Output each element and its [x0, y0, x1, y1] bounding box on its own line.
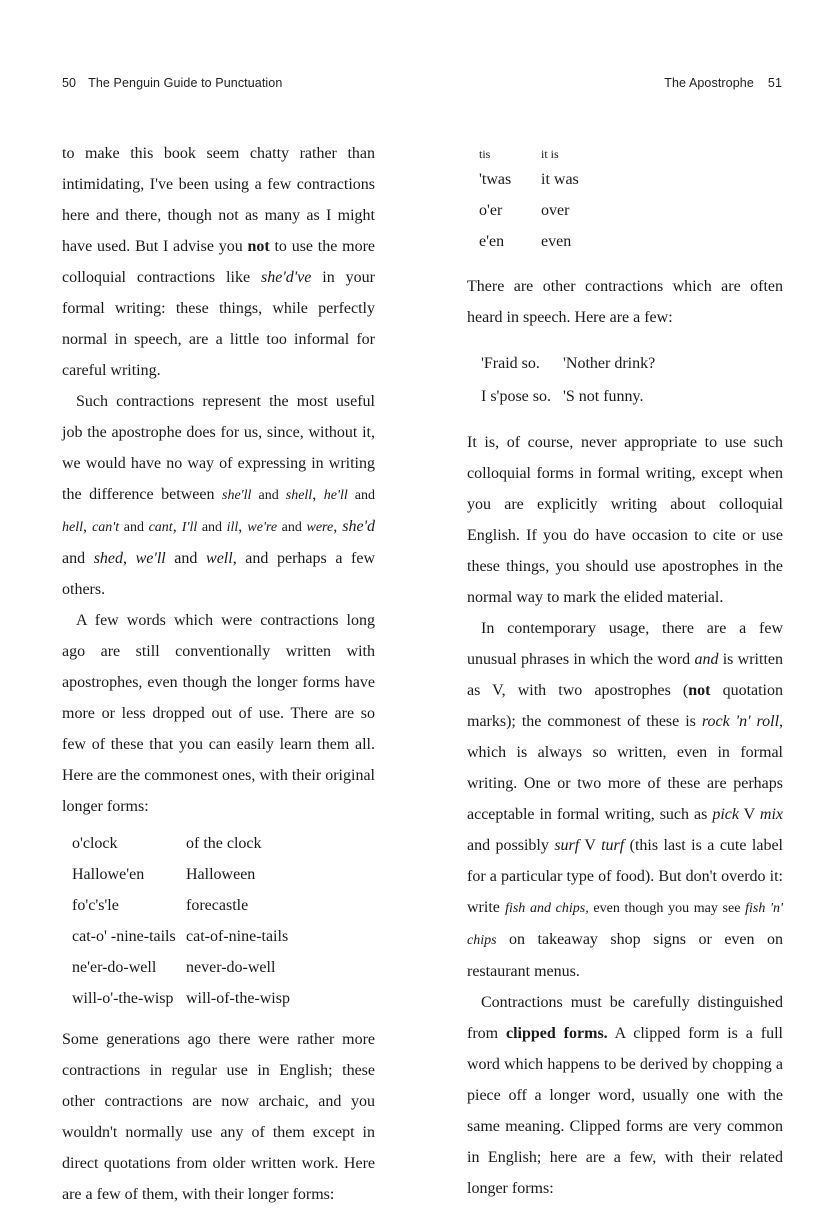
text-run: and	[197, 520, 227, 535]
full-form: it is	[541, 147, 559, 161]
speech-contraction-table	[481, 347, 655, 413]
text-run: and	[251, 488, 286, 503]
text-run: and	[347, 488, 376, 503]
text-run: ,	[312, 486, 324, 503]
full-form: even	[541, 233, 572, 250]
table-row	[72, 952, 290, 983]
full-form: 'Nother drink?	[563, 355, 656, 372]
table-row	[72, 859, 290, 890]
italic-text: were	[306, 520, 334, 535]
italic-text: well	[206, 550, 233, 567]
text-run: and	[165, 550, 207, 567]
italic-text: turf	[601, 837, 625, 854]
text-run: is written as V, with two apostrophes (	[467, 651, 783, 699]
page-number: 51	[767, 76, 782, 90]
full-form: never-do-well	[186, 959, 276, 976]
italic-text: she'll	[222, 488, 252, 503]
bold-text: clipped forms.	[506, 1025, 608, 1042]
italic-text: mix	[759, 806, 783, 823]
text-run: V	[579, 837, 602, 854]
italic-text: pick	[712, 806, 739, 823]
text-run: and	[277, 520, 307, 535]
contracted-form: will-o'-the-wisp	[72, 990, 174, 1007]
full-form: of the clock	[186, 835, 262, 852]
full-form: 'S not funny.	[563, 388, 644, 405]
paragraph: A few words which were contractions long ago are still conventionally written with apostrophes, even though the longer forms have more or less dropped out of use. There are so few of these that you can easily learn them all. Here are the commonest ones, with their original longer forms:	[62, 612, 375, 815]
text-run: (this last is a cute label for a particular type of food). But don't overdo it: write	[467, 837, 784, 916]
italic-text: he'll	[323, 488, 348, 503]
italic-text: rock 'n' roll,	[701, 713, 784, 730]
paragraph	[467, 987, 783, 1204]
full-form: Halloween	[186, 866, 256, 883]
table-row	[479, 164, 579, 195]
italic-text: she'd	[342, 518, 376, 535]
text-run: ,	[172, 518, 182, 535]
text-run: ,	[333, 518, 343, 535]
paragraph: Some generations ago there were rather more contractions in regular use in English; these other contractions are now archaic, and you wouldn't normally use any of them except in direct quotations from older written work. Here are a few of them, with their longer forms:	[62, 1031, 375, 1203]
running-head-left	[62, 76, 282, 90]
text-run: and perhaps a few others.	[62, 550, 375, 598]
full-form: forecastle	[186, 897, 249, 914]
text-run: V	[738, 806, 760, 823]
table-row	[72, 890, 290, 921]
italic-text: we're	[247, 520, 278, 535]
running-head-right	[664, 76, 782, 90]
italic-text: surf	[554, 837, 580, 854]
text-run: ,	[238, 518, 248, 535]
text-run: Such contractions represent the most useful job the apostrophe does for us, since, without it, we would have no way of expressing in writing the difference between	[62, 393, 375, 503]
text-run: Contractions must be carefully distinguished from	[467, 994, 783, 1042]
paragraph	[62, 386, 375, 605]
table-row	[479, 144, 579, 164]
bold-text: not	[247, 238, 270, 255]
book-title: The Penguin Guide to Punctuation	[88, 76, 283, 90]
italic-text: fish 'n' chips	[467, 901, 784, 948]
contracted-form: Hallowe'en	[72, 866, 145, 883]
text-run: quotation marks); the commonest of these is	[467, 682, 784, 730]
italic-text: cant	[148, 520, 173, 535]
full-form: will-of-the-wisp	[186, 990, 290, 1007]
full-form: it was	[541, 171, 579, 188]
text-run: in your formal writing: these things, while perfectly normal in speech, are a little too informal for careful writing.	[62, 269, 376, 379]
italic-text: and	[694, 651, 719, 668]
text-run: to use the more colloquial contractions like	[62, 238, 375, 286]
table-row	[72, 828, 290, 859]
italic-text: ill	[226, 520, 239, 535]
contracted-form: fo'c's'le	[72, 897, 119, 914]
table-row	[72, 921, 290, 952]
contracted-form: I s'pose so.	[481, 388, 551, 405]
table-row	[479, 226, 579, 257]
italic-text: she'd've	[260, 269, 312, 286]
text-run: ,	[232, 550, 237, 567]
left-page-body	[62, 138, 375, 1210]
text-run: to make this book seem chatty rather than intimidating, I've been using a few contractions here and there, though not as many as I might have used. But I advise you	[62, 145, 375, 255]
text-run: on takeaway shop signs or even on restaurant menus.	[467, 931, 783, 980]
chapter-title: The Apostrophe	[664, 76, 754, 90]
text-run: which is always so written, even in formal writing. One or two more of these are perhaps acceptable in formal writing, such as	[467, 744, 783, 823]
italic-text: can't	[92, 520, 120, 535]
table-row	[72, 983, 290, 1014]
contraction-table	[72, 828, 290, 1014]
table-row	[481, 380, 655, 413]
text-run: and	[119, 520, 149, 535]
full-form: over	[541, 202, 570, 219]
italic-text: we'll	[135, 550, 166, 567]
text-run: In contemporary usage, there are a few unusual phrases in which the word	[467, 620, 783, 668]
contracted-form: tis	[479, 147, 491, 161]
italic-text: shed	[93, 550, 124, 567]
text-run: ,	[123, 550, 136, 567]
contracted-form: e'en	[479, 233, 505, 250]
paragraph	[467, 613, 783, 987]
paragraph	[62, 138, 375, 386]
contracted-form: 'Fraid so.	[481, 355, 540, 372]
italic-text: I'll	[181, 520, 198, 535]
page-number: 50	[62, 76, 77, 90]
italic-text: hell	[62, 520, 83, 535]
contracted-form: 'twas	[479, 171, 512, 188]
italic-text: fish and chips,	[505, 901, 589, 916]
text-run: even though you may see	[588, 901, 746, 916]
text-run: and	[62, 550, 94, 567]
text-run: ,	[83, 518, 93, 535]
contracted-form: cat-o' -nine-tails	[72, 928, 176, 945]
italic-text: shell	[285, 488, 313, 503]
contracted-form: o'er	[479, 202, 503, 219]
text-run: A clipped form is a full word which happens to be derived by chopping a piece off a longer word, usually one with the same meaning. Clipped forms are very common in English; here are a few, with their related longer forms:	[467, 1025, 783, 1197]
text-run: and possibly	[467, 837, 555, 854]
table-row	[481, 347, 655, 380]
paragraph: There are other contractions which are often heard in speech. Here are a few:	[467, 278, 783, 326]
table-row	[479, 195, 579, 226]
full-form: cat-of-nine-tails	[186, 928, 289, 945]
contracted-form: ne'er-do-well	[72, 959, 157, 976]
bold-text: not	[688, 682, 711, 699]
contracted-form: o'clock	[72, 835, 118, 852]
archaic-contraction-table	[479, 144, 579, 257]
paragraph: It is, of course, never appropriate to use such colloquial forms in formal writing, except when you are explicitly writing about colloquial English. If you do have occasion to cite or use these things, you should use apostrophes in the normal way to mark the elided material.	[467, 434, 783, 606]
right-page-body	[467, 144, 783, 1204]
